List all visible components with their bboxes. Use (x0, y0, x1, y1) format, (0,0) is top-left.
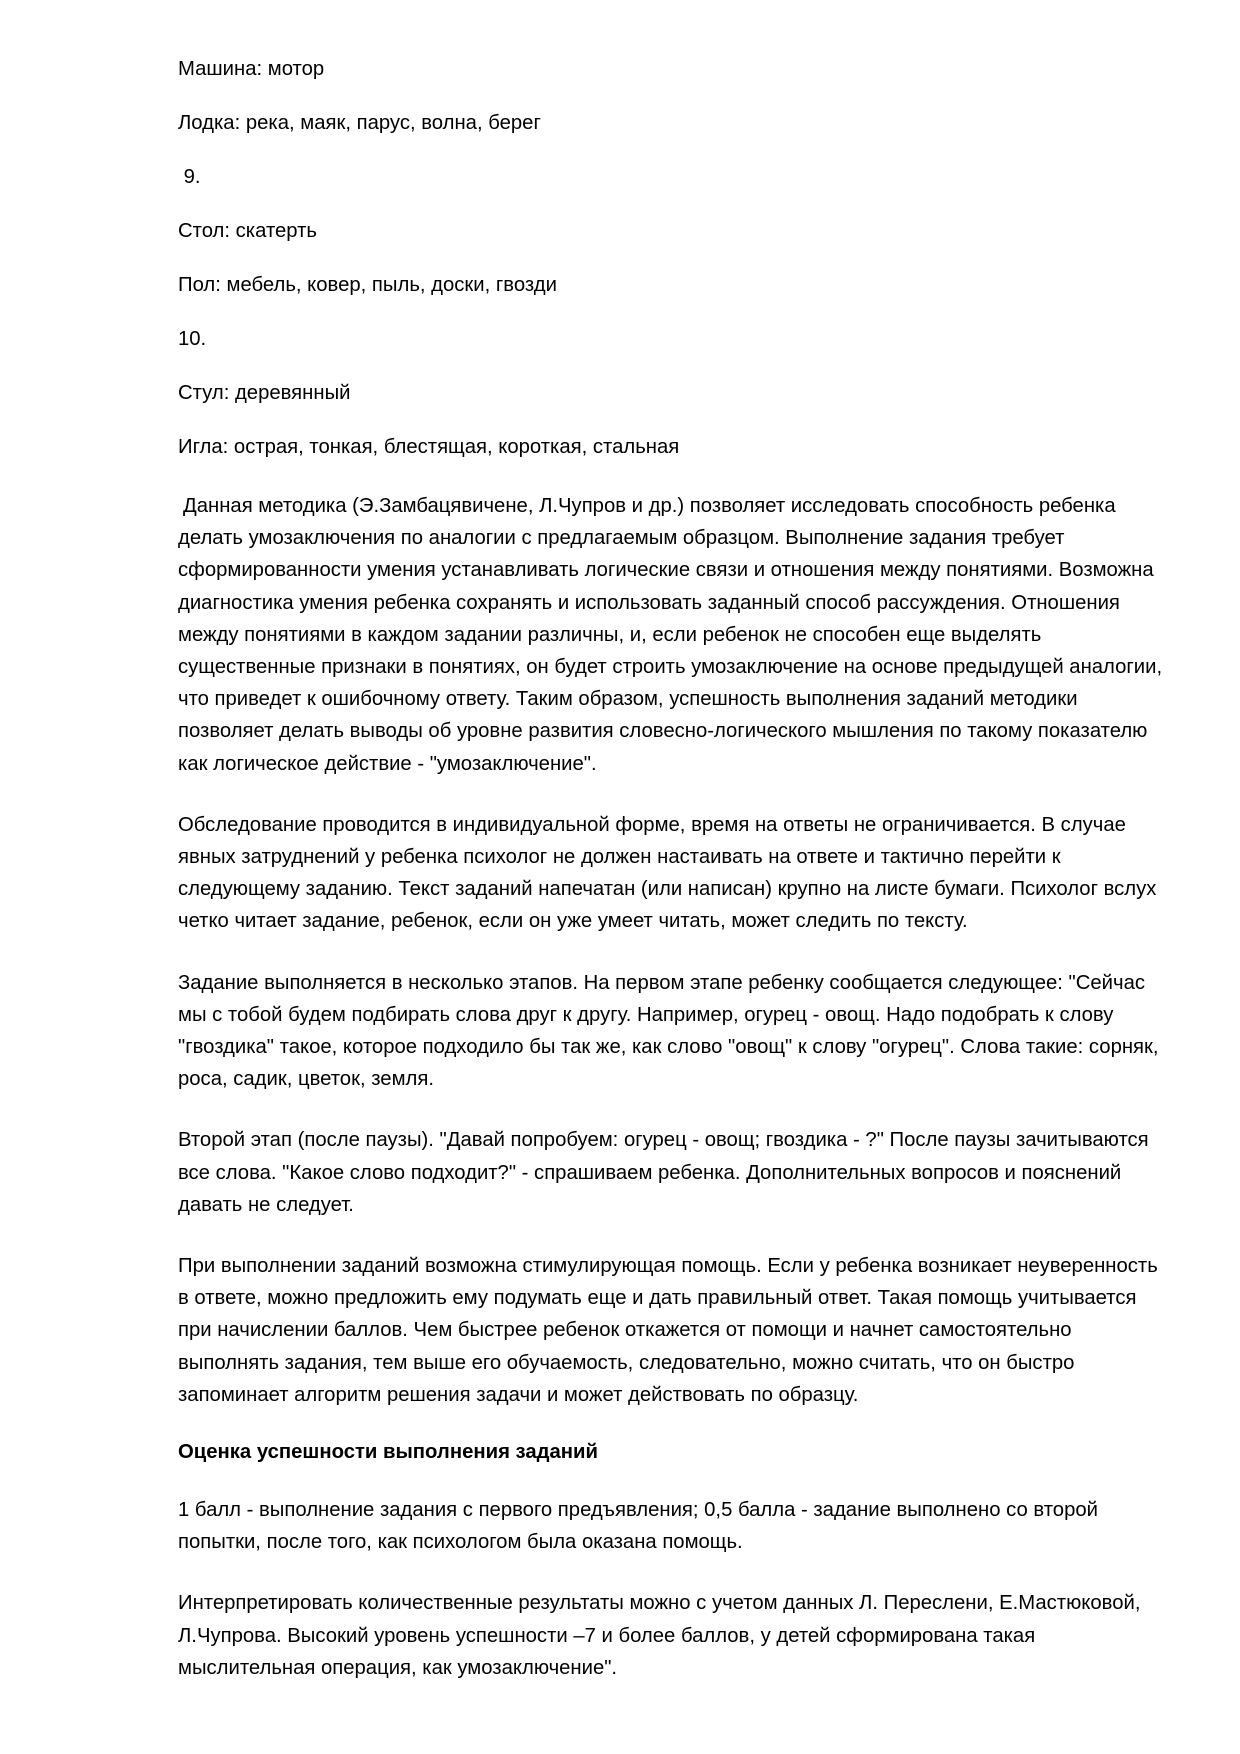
analogy-line-floor: Пол: мебель, ковер, пыль, доски, гвозди (178, 274, 557, 296)
scoring-paragraph: 1 балл - выполнение задания с первого предъявления; 0,5 балла - задание выполнено со второй попытки, после того, как психологом была оказана помощь. (178, 1499, 1098, 1554)
task-number-9: 9. (178, 166, 201, 188)
stage-one-paragraph: Задание выполняется в несколько этапов. На первом этапе ребенку сообщается следующее: "Сейчас мы с тобой будем подбирать слова друг к другу. Например, огурец - овощ. Надо подобрать к слову "гвоздика" такое, которое подходило бы так же, как слово "овощ" к слову "огурец". Слова такие: сорняк, роса, садик, цветок, земля. (178, 971, 1159, 1091)
help-paragraph: При выполнении заданий возможна стимулирующая помощь. Если у ребенка возникает неуверенность в ответе, можно предложить ему подумать еще и дать правильный ответ. Такая помощь учитывается при начислении баллов. Чем быстрее ребенок откажется от помощи и начнет самостоятельно выполнять задания, тем выше его обучаемость, следовательно, можно считать, что он быстро запоминает алгоритм решения задачи и может действовать по образцу. (178, 1255, 1158, 1406)
analogy-line-needle: Игла: острая, тонкая, блестящая, короткая, стальная (178, 436, 680, 458)
stage-two-paragraph: Второй этап (после паузы). "Давай попробуем: огурец - овощ; гвоздика - ?" После паузы зачитываются все слова. "Какое слово подходит?" - спрашиваем ребенка. Дополнительных вопросов и пояснений давать не следует. (178, 1129, 1149, 1216)
analogy-line-car: Машина: мотор (178, 58, 325, 80)
analogy-line-boat: Лодка: река, маяк, парус, волна, берег (178, 112, 541, 134)
analogy-line-chair: Стул: деревянный (178, 382, 351, 404)
document-page (178, 58, 1168, 1713)
analogy-line-table: Стол: скатерть (178, 220, 317, 242)
interpretation-paragraph: Интерпретировать количественные результаты можно с учетом данных Л. Переслени, Е.Мастюковой, Л.Чупрова. Высокий уровень успешности –7 и более баллов, у детей сформирована такая мыслительная операция, как умозаключение". (178, 1592, 1141, 1679)
scoring-heading: Оценка успешности выполнения заданий (178, 1441, 598, 1464)
method-description-paragraph: Данная методика (Э.Замбацявичене, Л.Чупров и др.) позволяет исследовать способность ребенка делать умозаключения по аналогии с предлагаемым образцом. Выполнение задания требует сформированности умения устанавливать логические связи и отношения между понятиями. Возможна диагностика умения ребенка сохранять и использовать заданный способ рассуждения. Отношения между понятиями в каждом задании различны, и, если ребенок не способен еще выделять существенные признаки в понятиях, он будет строить умозаключение на основе предыдущей аналогии, что приведет к ошибочному ответу. Таким образом, успешность выполнения заданий методики позволяет делать выводы об уровне развития словесно-логического мышления по такому показателю как логическое действие - "умозаключение". (178, 495, 1163, 775)
procedure-paragraph: Обследование проводится в индивидуальной форме, время на ответы не ограничивается. В случае явных затруднений у ребенка психолог не должен настаивать на ответе и тактично перейти к следующему заданию. Текст заданий напечатан (или написан) крупно на листе бумаги. Психолог вслух четко читает задание, ребенок, если он уже умеет читать, может следить по тексту. (178, 813, 1157, 933)
task-number-10: 10. (178, 328, 207, 350)
